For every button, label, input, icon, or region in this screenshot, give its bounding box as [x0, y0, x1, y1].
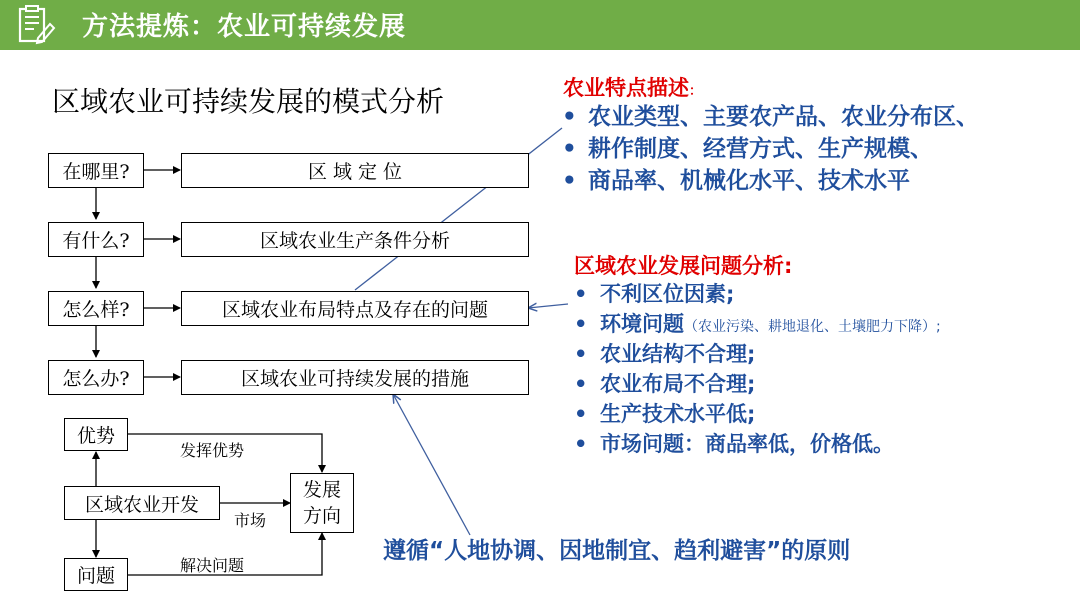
features-item-text: 耕作制度、经营方式、生产规模、	[588, 136, 933, 162]
answer-box-layout: 区域农业布局特点及存在的问题	[181, 291, 529, 326]
list-item: • 市场问题：商品率低，价格低。	[574, 432, 894, 456]
features-item-text: 商品率、机械化水平、技术水平	[588, 168, 910, 194]
features-title-text: 农业特点描述	[563, 76, 689, 100]
question-box-how: 怎么样?	[48, 291, 144, 326]
advantage-box: 优势	[64, 418, 128, 451]
list-item: • 农业类型、主要农产品、农业分布区、	[562, 104, 979, 130]
problems-item-text: 环境问题	[600, 312, 684, 336]
callout-principle	[393, 394, 470, 535]
principle-text: 遵循“人地协调、因地制宜、趋利避害”的原则	[383, 538, 851, 564]
problems-item-text: 生产技术水平低;	[600, 402, 756, 426]
list-item: • 环境问题（农业污染、耕地退化、土壤肥力下降）;	[574, 312, 941, 336]
header-title: 方法提炼：农业可持续发展	[82, 12, 407, 42]
problems-item-text: 农业布局不合理;	[600, 372, 756, 396]
main-title: 区域农业可持续发展的模式分析	[52, 85, 445, 118]
development-box: 区域农业开发	[64, 486, 220, 520]
answer-box-conditions: 区域农业生产条件分析	[181, 222, 529, 257]
label-solve: 解决问题	[180, 556, 245, 575]
list-item: • 商品率、机械化水平、技术水平	[562, 168, 910, 194]
direction-box	[290, 473, 354, 533]
list-item: • 生产技术水平低;	[574, 402, 756, 426]
problem-box: 问题	[64, 558, 128, 591]
problems-item-text: 市场问题：商品率低，价格低。	[600, 432, 894, 456]
callout-problems	[528, 304, 568, 308]
problems-title: 区域农业发展问题分析:	[574, 254, 793, 278]
list-item: • 农业结构不合理;	[574, 342, 756, 366]
list-item: • 不利区位因素;	[574, 282, 735, 306]
question-box-what: 有什么?	[48, 222, 144, 257]
features-list	[560, 101, 979, 197]
answer-box-location: 区 域 定 位	[181, 153, 529, 188]
features-title	[563, 72, 702, 102]
answer-box-measures: 区域农业可持续发展的措施	[181, 360, 529, 395]
problems-item-text: 不利区位因素;	[600, 282, 735, 306]
list-item: • 耕作制度、经营方式、生产规模、	[562, 136, 933, 162]
label-market: 市场	[234, 511, 267, 530]
features-title-colon: ：	[689, 84, 703, 99]
problems-list	[572, 279, 941, 459]
question-box-where: 在哪里?	[48, 153, 144, 188]
list-item: • 农业布局不合理;	[574, 372, 756, 396]
direction-label: 发展方向	[302, 479, 341, 527]
features-item-text: 农业类型、主要农产品、农业分布区、	[588, 104, 979, 130]
question-box-do: 怎么办?	[48, 360, 144, 395]
problems-item-text: 农业结构不合理;	[600, 342, 756, 366]
label-advantage: 发挥优势	[180, 441, 245, 460]
env-note: （农业污染、耕地退化、土壤肥力下降）;	[684, 319, 941, 335]
